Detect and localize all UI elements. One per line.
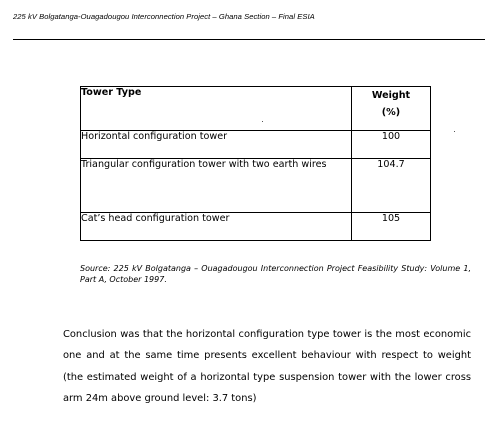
- weight-cell: 104.7: [352, 159, 431, 213]
- weight-cell: 105: [352, 213, 431, 241]
- table-header-row: [81, 87, 431, 131]
- scan-speck: [262, 121, 263, 122]
- tower-type-cell: Horizontal configuration tower: [81, 131, 352, 159]
- tower-weight-table: [80, 86, 431, 241]
- column-header-weight-label: Weight: [371, 90, 411, 101]
- running-header: 225 kV Bolgatanga-Ouagadougou Interconnection Project – Ghana Section – Final ESIA: [13, 12, 315, 21]
- header-divider: [13, 39, 485, 40]
- column-header-tower-type: Tower Type: [81, 87, 352, 131]
- column-header-weight-unit: (%): [381, 107, 401, 118]
- conclusion-paragraph: Conclusion was that the horizontal configuration type tower is the most economic one and at the same time presents excellent behaviour with respect to weight (the estimated weight of a horizontal type suspension tower with the lower cross arm 24m above ground level: 3.7 tons): [63, 329, 471, 404]
- table-row: [81, 159, 431, 213]
- tower-type-cell: Triangular configuration tower with two earth wires: [81, 159, 352, 213]
- weight-cell: 100: [352, 131, 431, 159]
- table-source-note: Source: 225 kV Bolgatanga – Ouagadougou Interconnection Project Feasibility Study: Volume 1, Part A, October 1997.: [80, 264, 471, 284]
- table-row: [81, 213, 431, 241]
- scan-speck: [454, 131, 455, 132]
- table-row: [81, 131, 431, 159]
- tower-type-cell: Cat’s head configuration tower: [81, 213, 352, 241]
- column-header-weight: [352, 87, 431, 131]
